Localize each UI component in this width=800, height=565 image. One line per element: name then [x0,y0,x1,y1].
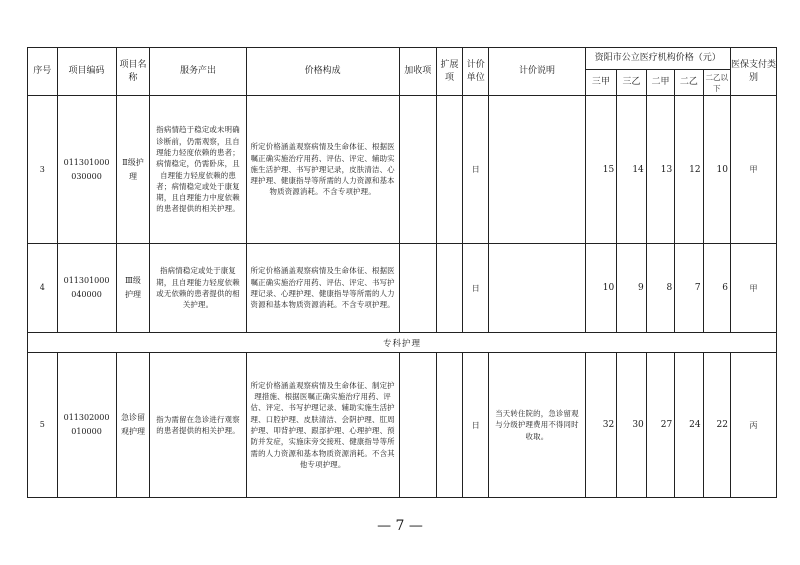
row-extra [399,353,436,498]
row-service: 指病情趋于稳定或未明确诊断前，仍需观察，且自理能力轻度依赖的患者；病情稳定，仍需卧床，且自理能力轻度依赖的患者；病情稳定或处于康复期，且自理能力中度依赖的患者提供的相关护理。 [150,96,246,244]
row-price-composition: 所定价格涵盖观察病情及生命体征、根据医嘱正确实施治疗用药、评估、评定、辅助实施生活护理、书写护理记录，皮肤清洁、心理护理、健康指导等所需的人力资源和基本物质资源消耗。不含专项护理。 [246,96,399,244]
row-code: 011302000010000 [57,353,116,498]
header-level-3b: 三乙 [617,70,647,96]
price-table [27,47,777,498]
row-seq: 3 [28,96,58,244]
row-extra [399,244,436,333]
row-service: 指病情稳定或处于康复期，且自理能力轻度依赖或无依赖的患者提供的相关护理。 [150,244,246,333]
row-price-3a: 10 [585,244,617,333]
row-price-2b: 7 [675,244,703,333]
table-row [28,353,777,498]
header-extension: 扩展项 [436,48,462,96]
row-price-composition: 所定价格涵盖观察病情及生命体征、制定护理措施、根据医嘱正确实施治疗用药、评估、评定、书写护理记录、辅助实施生活护理、口腔护理、皮肤清洁、会阴护理、肛周护理、叩背护理、跟部护理、心理护理、预防并发症，实施床旁交接班、健康指导等所需的人力资源和基本物质资源消耗。不含其他专项护理。 [246,353,399,498]
row-unit: 日 [463,96,489,244]
row-note [489,244,585,333]
row-price-2a: 27 [646,353,674,498]
row-extra [399,96,436,244]
row-name: Ⅱ级护理 [116,96,150,244]
header-insurance: 医保支付类别 [731,48,777,96]
row-name: Ⅲ级护理 [116,244,150,333]
row-insurance: 丙 [731,353,777,498]
header-code: 项目编码 [57,48,116,96]
header-level-2b: 二乙 [675,70,703,96]
row-price-below: 6 [703,244,730,333]
row-price-3b: 14 [617,96,647,244]
row-unit: 日 [463,353,489,498]
section-row [28,333,777,353]
header-seq: 序号 [28,48,58,96]
row-price-2a: 8 [646,244,674,333]
row-service: 指为需留在急诊进行观察的患者提供的相关护理。 [150,353,246,498]
row-price-composition: 所定价格涵盖观察病情及生命体征、根据医嘱正确实施治疗用药、评估、评定、书写护理记录、心理护理、健康指导等所需的人力资源和基本物质资源消耗。不含专项护理。 [246,244,399,333]
table-row [28,96,777,244]
table-row [28,244,777,333]
header-name: 项目名称 [116,48,150,96]
row-note: 当天转住院的，急诊留观与分级护理费用不得同时收取。 [489,353,585,498]
header-extra-charge: 加收项 [399,48,436,96]
page-number: — 7 — [377,518,423,534]
section-title: 专科护理 [28,333,777,353]
row-insurance: 甲 [731,96,777,244]
row-seq: 5 [28,353,58,498]
row-code: 011301000030000 [57,96,116,244]
row-price-3a: 15 [585,96,617,244]
row-price-2b: 12 [675,96,703,244]
header-level-2a: 二甲 [646,70,674,96]
row-price-3b: 30 [617,353,647,498]
row-price-2a: 13 [646,96,674,244]
row-code: 011301000040000 [57,244,116,333]
header-service: 服务产出 [150,48,246,96]
row-insurance: 甲 [731,244,777,333]
header-price-composition: 价格构成 [246,48,399,96]
row-price-3a: 32 [585,353,617,498]
row-price-below: 10 [703,96,730,244]
header-level-3a: 三甲 [585,70,617,96]
row-name: 急诊留观护理 [116,353,150,498]
row-note [489,96,585,244]
row-seq: 4 [28,244,58,333]
row-ext [436,353,462,498]
row-ext [436,244,462,333]
header-level-below: 二乙以下 [703,70,730,96]
header-price-group: 资阳市公立医疗机构价格（元） [585,48,730,70]
row-price-3b: 9 [617,244,647,333]
row-unit: 日 [463,244,489,333]
row-price-2b: 24 [675,353,703,498]
row-ext [436,96,462,244]
header-pricing-note: 计价说明 [489,48,585,96]
header-unit: 计价单位 [463,48,489,96]
row-price-below: 22 [703,353,730,498]
